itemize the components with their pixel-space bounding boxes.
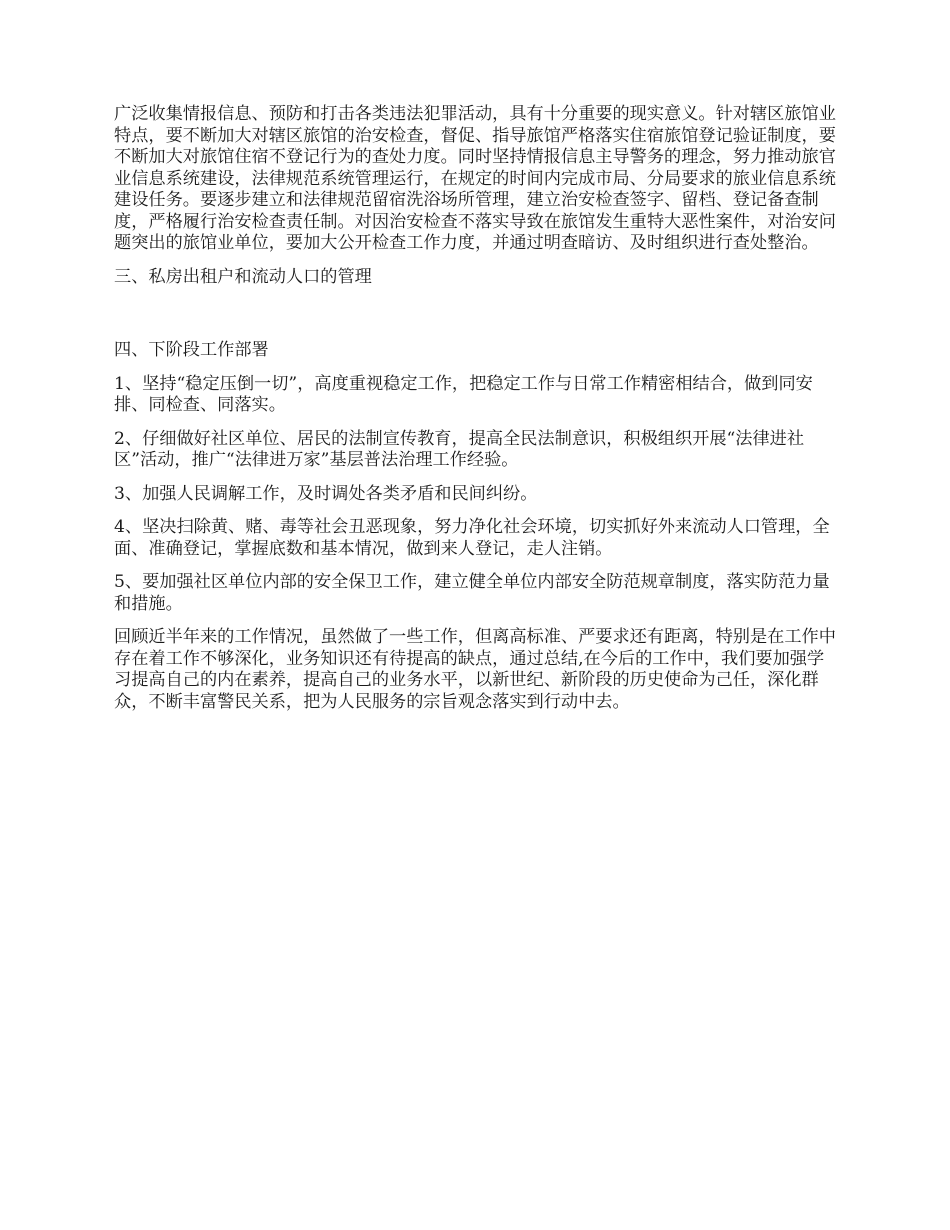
- list-item-4: 4、坚决扫除黄、赌、毒等社会丑恶现象，努力净化社会环境，切实抓好外来流动人口管理，全面、准确登记，掌握底数和基本情况，做到来人登记，走人注销。: [114, 517, 830, 559]
- list-item-1: 1、坚持“稳定压倒一切”，高度重视稳定工作，把稳定工作与日常工作精密相结合，做到同安排、同检查、同落实。: [114, 373, 813, 415]
- list-item-3: 3、加强人民调解工作，及时调处各类矛盾和民间纠纷。: [114, 483, 538, 504]
- intro-paragraph: 广泛收集情报信息、预防和打击各类违法犯罪活动，具有十分重要的现实意义。针对辖区旅馆业特点，要不断加大对辖区旅馆的治安检查，督促、指导旅馆严格落实住宿旅馆登记验证制度，要不断加大对旅馆住宿不登记行为的查处力度。同时坚持情报信息主导警务的理念，努力推动旅官业信息系统建设，法律规范系统管理运行，在规定的时间内完成市局、分局要求的旅业信息系统建设任务。要逐步建立和法律规范留宿洗浴场所管理，建立治安检查签字、留档、登记备查制度，严格履行治安检查责任制。对因治安检查不落实导致在旅馆发生重特大恶性案件，对治安问题突出的旅馆业单位，要加大公开检查工作力度，并通过明查暗访、及时组织进行查处整治。: [114, 104, 836, 253]
- conclusion-paragraph: 回顾近半年来的工作情况，虽然做了一些工作，但离高标准、严要求还有距离，特别是在工作中存在着工作不够深化，业务知识还有待提高的缺点，通过总结,在今后的工作中，我们要加强学习提高自己的内在素养，提高自己的业务水平，以新世纪、新阶段的历史使命为己任，深化群众，不断丰富警民关系，把为人民服务的宗旨观念落实到行动中去。: [114, 627, 836, 712]
- list-item-2: 2、仔细做好社区单位、居民的法制宣传教育，提高全民法制意识，积极组织开展“法律进社区”活动，推广“法律进万家”基层普法治理工作经验。: [114, 428, 805, 470]
- section-heading-4: 四、下阶段工作部署: [114, 340, 269, 360]
- section-heading-3: 三、私房出租户和流动人口的管理: [114, 266, 372, 287]
- list-item-5: 5、要加强社区单位内部的安全保卫工作，建立健全单位内部安全防范规章制度，落实防范力量和措施。: [114, 572, 830, 614]
- section-spacer: [114, 300, 840, 340]
